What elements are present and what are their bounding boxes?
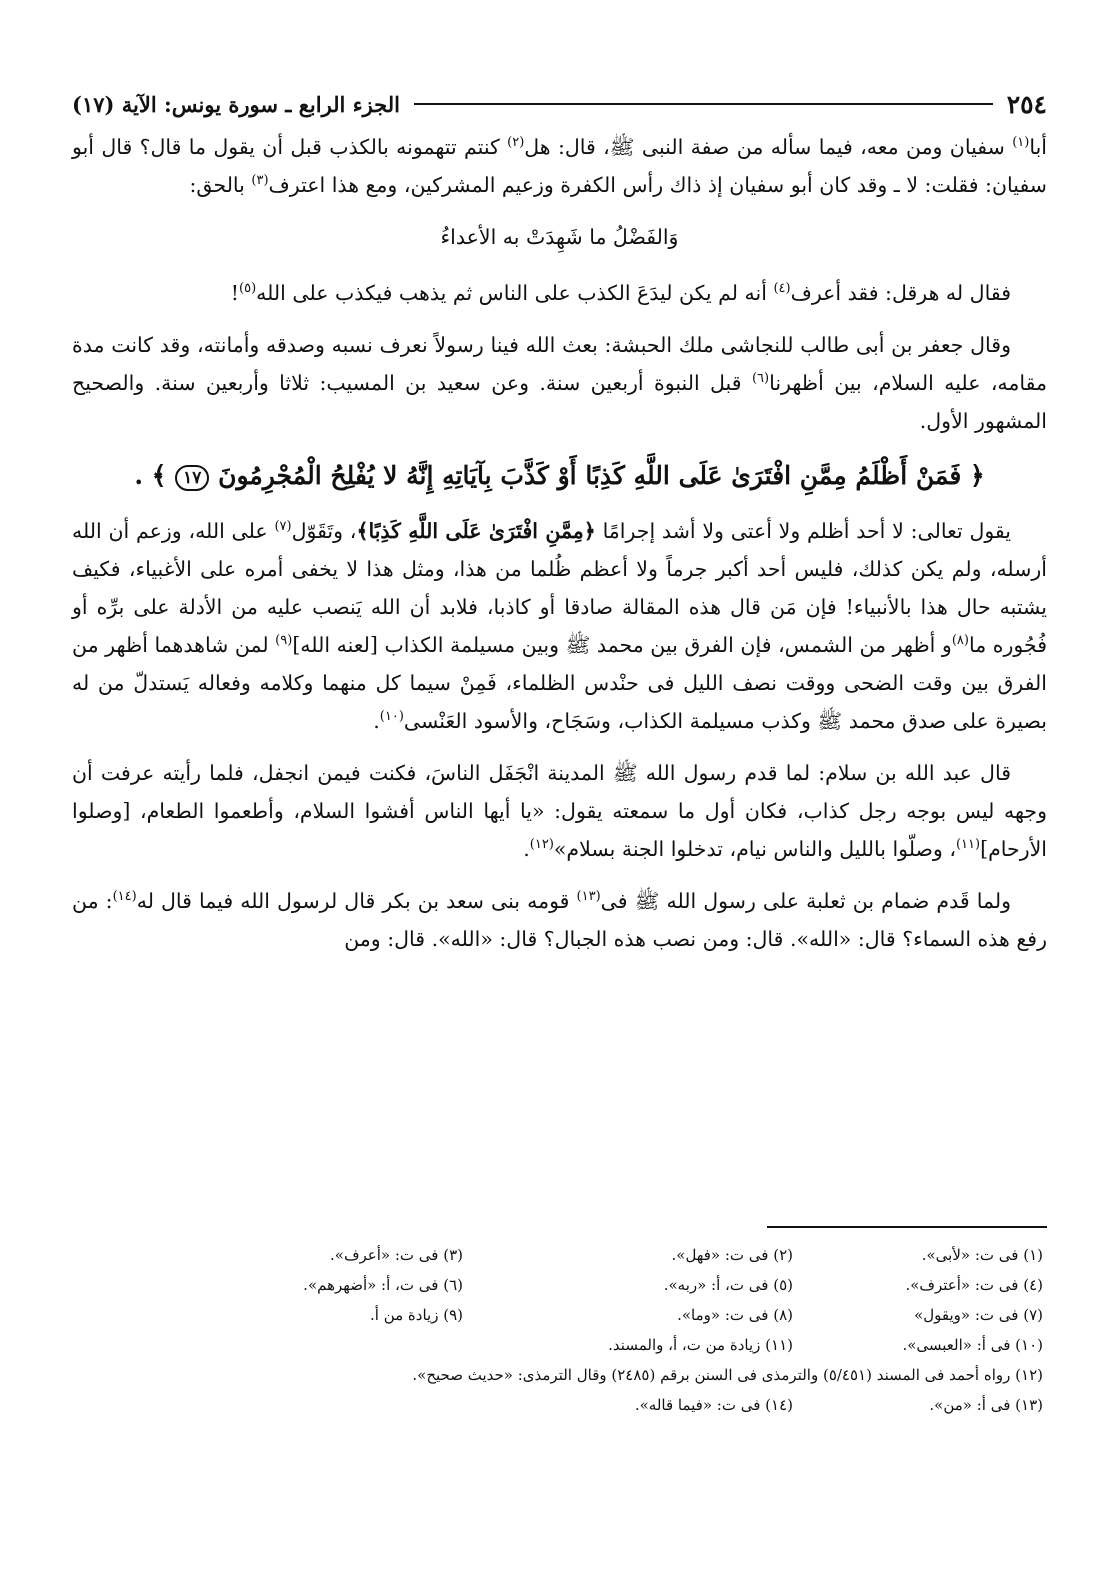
footnote-2: (٢) فى ت: «فهل». <box>671 1246 793 1264</box>
footnote-4: (٤) فى ت: «أعترف». <box>905 1276 1043 1294</box>
footnote-12: (١٢) رواه أحمد فى المسند (٥/٤٥١) والترمذى فى السنن برقم (٢٤٨٥) وقال الترمذى: «حديث صحيح». <box>412 1366 1043 1384</box>
header-rule <box>414 103 993 105</box>
poem-line: وَالفَضْلُ ما شَهِدَتْ به الأعداءُ <box>440 225 679 249</box>
running-header <box>72 86 1047 122</box>
footnote-14: (١٤) فى ت: «فيما قاله». <box>634 1396 793 1414</box>
page-number: ٢٥٤ <box>1006 89 1047 119</box>
footnote-6: (٦) فى ت، أ: «أضهرهم». <box>303 1276 463 1294</box>
ayah-number-badge: ١٧ <box>175 465 209 491</box>
footnote-9: (٩) زيادة من أ. <box>370 1306 463 1324</box>
footnote-8: (٨) فى ت: «وما». <box>677 1306 793 1324</box>
paragraph-2: فقال له هرقل: فقد أعرف$^{(٤)}$ أنه لم يكن ليدَعَ الكذب على الناس ثم يذهب فيكذب على الله$^{(٥)}$! <box>230 281 1011 305</box>
header-title: الجزء الرابع ـ سورة يونس: الآية (١٧) <box>72 91 400 117</box>
paragraph-6: ولما قَدم ضمام بن ثعلبة على رسول الله ﷺ فى$^{(١٣)}$ قومه بنى سعد بن بكر قال لرسول الله فيما قال له$^{(١٤)}$: من رفع هذه السماء؟ قال: «الله». قال: ومن نصب هذه الجبال؟ قال: «الله». قال: ومن <box>72 889 1047 951</box>
footnote-row <box>72 1300 1043 1330</box>
footnote-row <box>72 1270 1043 1300</box>
footnotes <box>72 1240 1043 1420</box>
quran-verse: ﴿ فَمَنْ أَظْلَمُ مِمَّنِ افْتَرَىٰ عَلَى اللَّهِ كَذِبًا أَوْ كَذَّبَ بِآيَاتِهِ إِنَّهُ لا يُفْلِحُ الْمُجْرِمُونَ ١٧ ﴾ . <box>134 461 985 490</box>
verse-text: ﴿ فَمَنْ أَظْلَمُ مِمَّنِ افْتَرَىٰ عَلَى اللَّهِ كَذِبًا أَوْ كَذَّبَ بِآيَاتِهِ إِنَّهُ لا يُفْلِحُ الْمُجْرِمُونَ <box>218 461 985 490</box>
footnote-row <box>72 1390 1043 1420</box>
footnote-separator <box>767 1226 1047 1228</box>
footnote-5: (٥) فى ت، أ: «ربه». <box>663 1276 793 1294</box>
footnote-7: (٧) فى ت: «ويقول» <box>914 1306 1043 1324</box>
footnote-row <box>72 1330 1043 1360</box>
paragraph-3: وقال جعفر بن أبى طالب للنجاشى ملك الحبشة: بعث الله فينا رسولاً نعرف نسبه وصدقه وأمانته، وقد كانت مدة مقامه، عليه السلام، بين أظهرنا$^{(٦)}$ قبل النبوة أربعين سنة. وعن سعيد بن المسيب: ثلاثا وأربعين سنة. والصحيح المشهور الأول. <box>72 333 1047 433</box>
footnote-1: (١) فى ت: «لأبى». <box>921 1246 1043 1264</box>
quran-quote: ﴿مِمَّنِ افْتَرَىٰ عَلَى اللَّهِ كَذِبًا﴾ <box>356 519 596 543</box>
paragraph-5: قال عبد الله بن سلام: لما قدم رسول الله ﷺ المدينة انْجَفَل الناسَ، فكنت فيمن انجفل، فلما رأيته عرفت أن وجهه ليس بوجه رجل كذاب، فكان أول ما سمعته يقول: «يا أيها الناس أفشوا السلام، وأطعموا الطعام، [وصلوا الأرحام]$^{(١١)}$، وصلّوا بالليل والناس نيام، تدخلوا الجنة بسلام»$^{(١٢)}$. <box>72 761 1047 861</box>
footnote-13: (١٣) فى أ: «من». <box>929 1396 1043 1414</box>
footnote-10: (١٠) فى أ: «العبسى». <box>902 1336 1043 1354</box>
main-text <box>72 128 1047 972</box>
footnote-11: (١١) زيادة من ت، أ، والمسند. <box>608 1336 793 1354</box>
footnote-row <box>72 1240 1043 1270</box>
paragraph-4: يقول تعالى: لا أحد أظلم ولا أعتى ولا أشد إجرامًا ﴿مِمَّنِ افْتَرَىٰ عَلَى اللَّهِ كَذِبًا﴾، وتَقَوّل$^{(٧)}$ على الله، وزعم أن الله أرسله، ولم يكن كذلك، فليس أحد أكبر جرماً ولا أعظم ظُلما من هذا، ومثل هذا لا يخفى أمره على الأغبياء، فكيف يشتبه حال هذا بالأنبياء! فإن مَن قال هذه المقالة صادقا أو كاذبا، فلابد أن الله يَنصب عليه من الأدلة على برِّه أو فُجُوره ما$^{(٨)}$و أظهر من الشمس، فإن الفرق بين محمد ﷺ وبين مسيلمة الكذاب [لعنه الله]$^{(٩)}$ لمن شاهدهما أظهر من الفرق بين وقت الضحى ووقت نصف الليل فى حنْدس الظلماء، فَمِنْ سيما كل منهما وكلامه وفعاله يَستدلّ من له بصيرة على صدق محمد ﷺ وكذب مسيلمة الكذاب، وسَجَاح، والأسود العَنْسى$^{(١٠)}$. <box>72 519 1047 733</box>
paragraph-1: أبا$^{(١)}$ سفيان ومن معه، فيما سأله من صفة النبى ﷺ، قال: هل$^{(٢)}$ كنتم تتهمونه بالكذب قبل أن يقول ما قال؟ قال أبو سفيان: فقلت: لا ـ وقد كان أبو سفيان إذ ذاك رأس الكفرة وزعيم المشركين، ومع هذا اعترف$^{(٣)}$ بالحق: <box>72 135 1047 197</box>
footnote-3: (٣) فى ت: «أعرف». <box>330 1246 463 1264</box>
footnote-row <box>72 1360 1043 1390</box>
